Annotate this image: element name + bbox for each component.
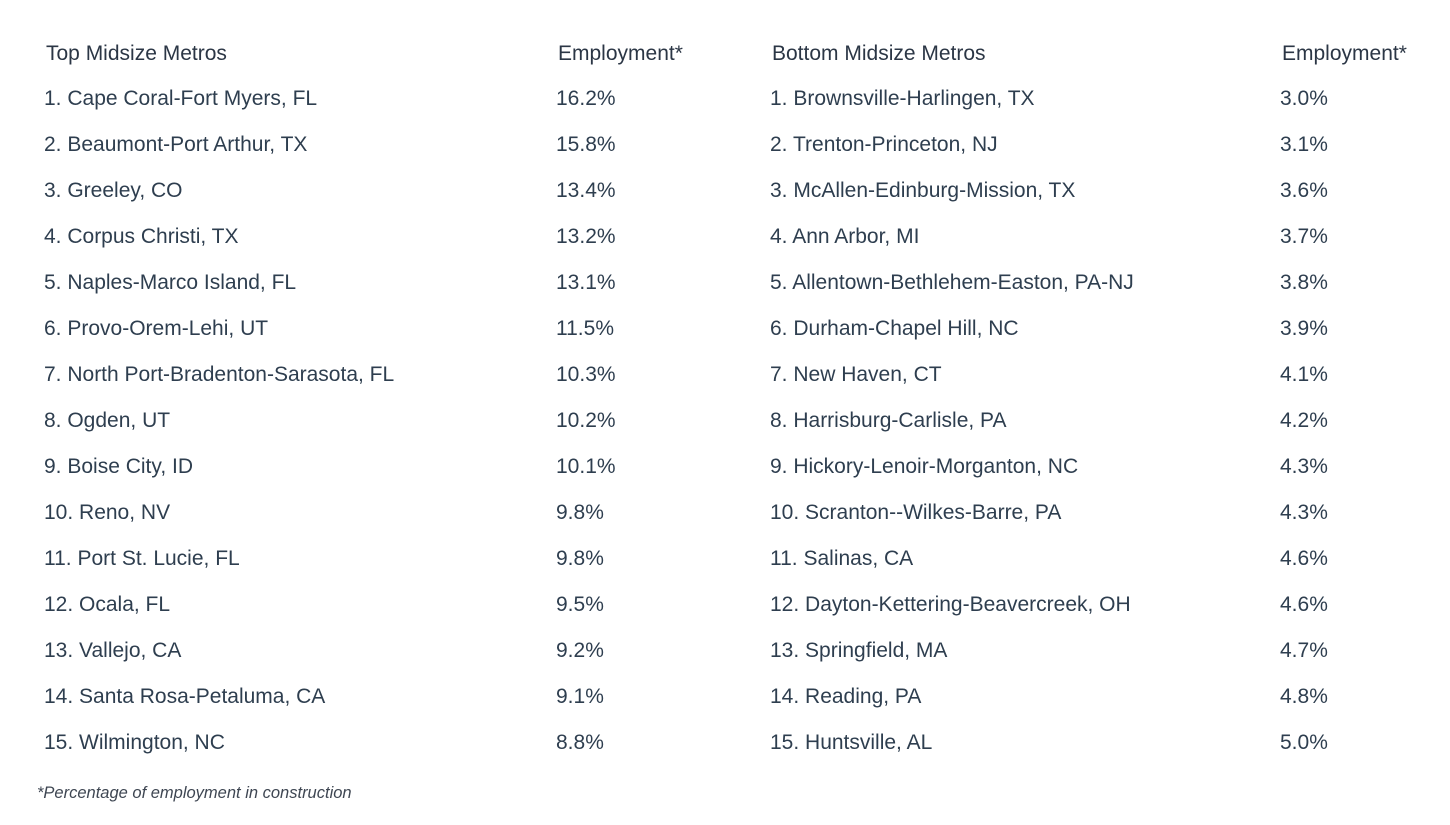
table-row bbox=[0, 223, 720, 269]
employment-value: 3.8% bbox=[1280, 271, 1328, 294]
table-row bbox=[0, 85, 720, 131]
employment-value: 9.2% bbox=[556, 639, 604, 662]
metro-name: 1. Brownsville-Harlingen, TX bbox=[770, 87, 1035, 110]
employment-value: 4.8% bbox=[1280, 685, 1328, 708]
employment-value: 4.6% bbox=[1280, 547, 1328, 570]
employment-value: 16.2% bbox=[556, 87, 616, 110]
table-row bbox=[0, 499, 720, 545]
employment-value: 4.7% bbox=[1280, 639, 1328, 662]
employment-value: 3.1% bbox=[1280, 133, 1328, 156]
right-header-metro: Bottom Midsize Metros bbox=[772, 42, 986, 65]
table-row bbox=[0, 591, 720, 637]
metro-name: 10. Reno, NV bbox=[44, 501, 171, 524]
table-row bbox=[0, 729, 720, 775]
metro-name: 12. Ocala, FL bbox=[44, 593, 171, 616]
metro-name: 15. Wilmington, NC bbox=[44, 731, 225, 754]
metro-name: 3. Greeley, CO bbox=[44, 179, 183, 202]
table-row bbox=[726, 407, 1450, 453]
table-row bbox=[726, 729, 1450, 775]
metro-name: 6. Durham-Chapel Hill, NC bbox=[770, 317, 1019, 340]
metro-name: 2. Beaumont-Port Arthur, TX bbox=[44, 133, 308, 156]
metro-name: 13. Springfield, MA bbox=[770, 639, 948, 662]
employment-value: 5.0% bbox=[1280, 731, 1328, 754]
employment-value: 3.6% bbox=[1280, 179, 1328, 202]
metro-name: 10. Scranton--Wilkes-Barre, PA bbox=[770, 501, 1062, 524]
employment-value: 10.2% bbox=[556, 409, 616, 432]
employment-value: 13.2% bbox=[556, 225, 616, 248]
table-row bbox=[726, 683, 1450, 729]
metro-name: 15. Huntsville, AL bbox=[770, 731, 933, 754]
table-row bbox=[0, 361, 720, 407]
metro-name: 8. Ogden, UT bbox=[44, 409, 171, 432]
table-row bbox=[726, 85, 1450, 131]
table-row bbox=[0, 683, 720, 729]
table-row bbox=[726, 453, 1450, 499]
metro-name: 13. Vallejo, CA bbox=[44, 639, 182, 662]
metro-name: 14. Santa Rosa-Petaluma, CA bbox=[44, 685, 326, 708]
employment-value: 9.1% bbox=[556, 685, 604, 708]
right-table bbox=[726, 85, 1450, 775]
metro-name: 4. Corpus Christi, TX bbox=[44, 225, 239, 248]
employment-value: 4.1% bbox=[1280, 363, 1328, 386]
table-row bbox=[726, 499, 1450, 545]
table-row bbox=[0, 315, 720, 361]
employment-value: 3.0% bbox=[1280, 87, 1328, 110]
metro-name: 7. New Haven, CT bbox=[770, 363, 942, 386]
metro-name: 8. Harrisburg-Carlisle, PA bbox=[770, 409, 1007, 432]
table-row bbox=[726, 177, 1450, 223]
left-header-employment: Employment* bbox=[558, 42, 683, 65]
left-header-metro: Top Midsize Metros bbox=[46, 42, 227, 65]
metro-name: 12. Dayton-Kettering-Beavercreek, OH bbox=[770, 593, 1131, 616]
table-row bbox=[726, 315, 1450, 361]
metro-name: 6. Provo-Orem-Lehi, UT bbox=[44, 317, 269, 340]
table-row bbox=[726, 223, 1450, 269]
table-row bbox=[0, 407, 720, 453]
employment-value: 4.3% bbox=[1280, 501, 1328, 524]
table-row bbox=[0, 545, 720, 591]
employment-value: 9.8% bbox=[556, 501, 604, 524]
metro-name: 4. Ann Arbor, MI bbox=[770, 225, 920, 248]
metro-name: 2. Trenton-Princeton, NJ bbox=[770, 133, 998, 156]
metro-name: 11. Salinas, CA bbox=[770, 547, 914, 570]
left-table bbox=[0, 85, 720, 775]
metro-name: 1. Cape Coral-Fort Myers, FL bbox=[44, 87, 318, 110]
table-row bbox=[726, 637, 1450, 683]
footnote: *Percentage of employment in construction bbox=[37, 784, 352, 802]
table-row bbox=[726, 131, 1450, 177]
table-row bbox=[0, 269, 720, 315]
employment-value: 11.5% bbox=[556, 317, 614, 340]
table-row bbox=[726, 361, 1450, 407]
table-row bbox=[726, 269, 1450, 315]
employment-value: 9.8% bbox=[556, 547, 604, 570]
table-row bbox=[726, 591, 1450, 637]
table-row bbox=[0, 131, 720, 177]
metro-name: 14. Reading, PA bbox=[770, 685, 922, 708]
employment-value: 10.3% bbox=[556, 363, 616, 386]
metro-name: 5. Allentown-Bethlehem-Easton, PA-NJ bbox=[770, 271, 1134, 294]
metro-name: 9. Hickory-Lenoir-Morganton, NC bbox=[770, 455, 1079, 478]
table-row bbox=[0, 453, 720, 499]
employment-value: 10.1% bbox=[556, 455, 616, 478]
metro-name: 9. Boise City, ID bbox=[44, 455, 193, 478]
table-row bbox=[0, 177, 720, 223]
table-row bbox=[0, 637, 720, 683]
employment-value: 4.3% bbox=[1280, 455, 1328, 478]
metro-name: 5. Naples-Marco Island, FL bbox=[44, 271, 297, 294]
employment-value: 3.9% bbox=[1280, 317, 1328, 340]
employment-value: 8.8% bbox=[556, 731, 604, 754]
employment-value: 4.2% bbox=[1280, 409, 1328, 432]
employment-value: 3.7% bbox=[1280, 225, 1328, 248]
metro-name: 11. Port St. Lucie, FL bbox=[44, 547, 240, 570]
employment-value: 13.1% bbox=[556, 271, 616, 294]
employment-value: 13.4% bbox=[556, 179, 616, 202]
employment-value: 9.5% bbox=[556, 593, 604, 616]
table-row bbox=[726, 545, 1450, 591]
employment-value: 4.6% bbox=[1280, 593, 1328, 616]
right-header-employment: Employment* bbox=[1282, 42, 1407, 65]
metro-name: 7. North Port-Bradenton-Sarasota, FL bbox=[44, 363, 395, 386]
employment-value: 15.8% bbox=[556, 133, 616, 156]
metro-name: 3. McAllen-Edinburg-Mission, TX bbox=[770, 179, 1076, 202]
